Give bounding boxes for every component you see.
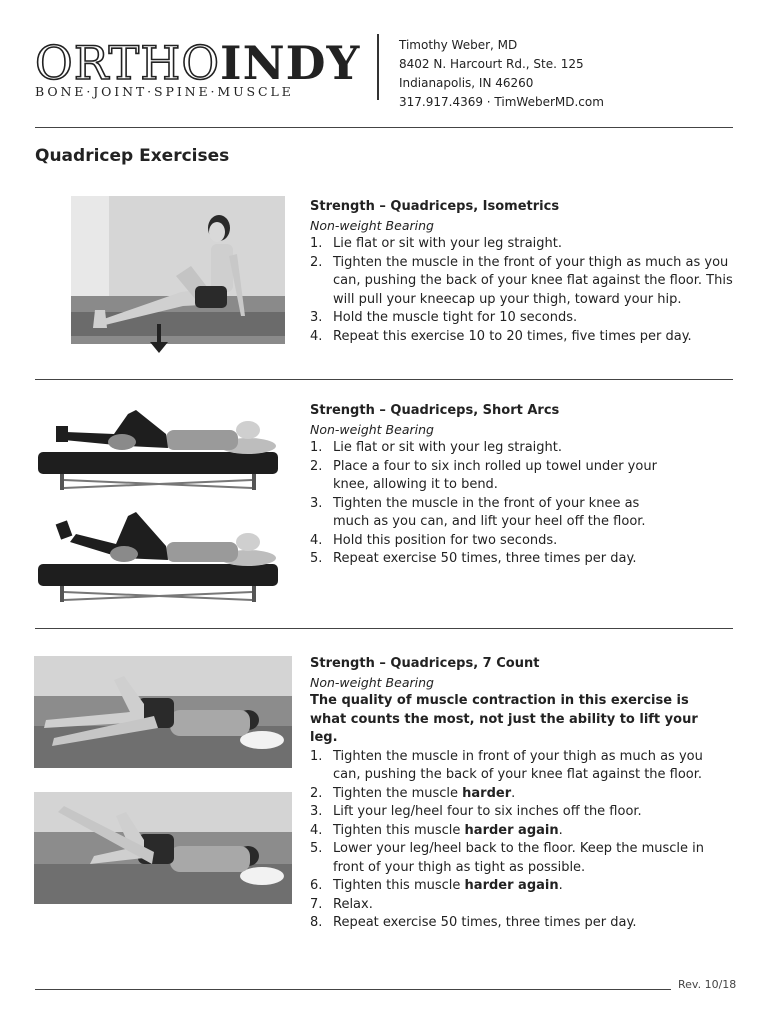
orthoindy-logo <box>35 36 361 99</box>
page-title: Quadricep Exercises <box>35 146 230 166</box>
list-item: 3. Tighten the muscle in the front of your knee as much as you can, and lift your heel off the floor. <box>310 495 646 529</box>
contact-address-line2: Indianapolis, IN 46260 <box>399 76 534 90</box>
logo-tagline: BONE·JOINT·SPINE·MUSCLE <box>35 84 294 99</box>
contact-phone-website: 317.917.4369 · TimWeberMD.com <box>399 95 604 109</box>
short-arcs-photo-rest <box>36 392 280 490</box>
header-divider <box>377 34 379 100</box>
section-heading: Strength – Quadriceps, 7 Count <box>310 656 540 671</box>
revision-label: Rev. 10/18 <box>678 978 737 991</box>
list-item: 3. Hold the muscle tight for 10 seconds. <box>310 310 578 325</box>
steps-list <box>310 235 740 346</box>
short-arcs-photo-lift <box>36 504 280 602</box>
section-heading: Strength – Quadriceps, Isometrics <box>310 199 560 214</box>
list-item: 1. Lie flat or sit with your leg straight. <box>310 236 562 251</box>
steps-list <box>310 748 720 933</box>
section-short-arcs <box>310 402 740 569</box>
header-rule <box>35 127 733 128</box>
list-item: 4. Tighten this muscle harder again. <box>310 822 563 838</box>
list-item: 6. Tighten this muscle harder again. <box>310 878 563 893</box>
contact-name: Timothy Weber, MD <box>399 38 518 52</box>
section-note: The quality of muscle contraction in this exercise is what counts the most, not just the ability to lift your leg. <box>310 693 698 745</box>
logo-ortho-text: ORTHO <box>35 36 221 90</box>
section-subheading: Non-weight Bearing <box>310 674 434 690</box>
section-subheading: Non-weight Bearing <box>310 421 434 437</box>
seven-count-photo-lift <box>34 792 292 904</box>
arrow-down-icon <box>149 324 169 354</box>
contact-block <box>399 36 604 112</box>
list-item: 5. Repeat exercise 50 times, three times per day. <box>310 551 637 566</box>
list-item: 7. Relax. <box>310 896 373 912</box>
list-item: 2. Tighten the muscle harder. <box>310 785 516 801</box>
list-item: 1. Lie flat or sit with your leg straight. <box>310 440 562 455</box>
section-isometrics <box>310 198 740 346</box>
section-divider <box>35 379 733 380</box>
section-heading: Strength – Quadriceps, Short Arcs <box>310 403 560 418</box>
seven-count-photo-rest <box>34 656 292 768</box>
list-item: 8. Repeat exercise 50 times, three times per day. <box>310 915 637 930</box>
footer-rule <box>35 989 671 990</box>
steps-list <box>310 439 670 569</box>
list-item: 2. Place a four to six inch rolled up towel under your knee, allowing it to bend. <box>310 458 657 492</box>
list-item: 4. Hold this position for two seconds. <box>310 532 558 548</box>
list-item: 3. Lift your leg/heel four to six inches off the floor. <box>310 804 642 819</box>
contact-address-line1: 8402 N. Harcourt Rd., Ste. 125 <box>399 57 584 71</box>
list-item: 1. Tighten the muscle in front of your thigh as much as you can, pushing the back of your knee flat against the floor. <box>310 748 703 782</box>
section-seven-count <box>310 655 740 933</box>
logo-indy-text: INDY <box>220 36 361 90</box>
list-item: 5. Lower your leg/heel back to the floor. Keep the muscle in front of your thigh as tight as possible. <box>310 841 704 875</box>
section-subheading: Non-weight Bearing <box>310 217 434 233</box>
list-item: 2. Tighten the muscle in the front of your thigh as much as you can, pushing the back of your knee flat against the floor. This will pull your kneecap up your thigh, toward your hip. <box>310 254 733 307</box>
list-item: 4. Repeat this exercise 10 to 20 times, five times per day. <box>310 328 692 344</box>
isometrics-photo <box>71 196 285 344</box>
section-divider <box>35 628 733 629</box>
